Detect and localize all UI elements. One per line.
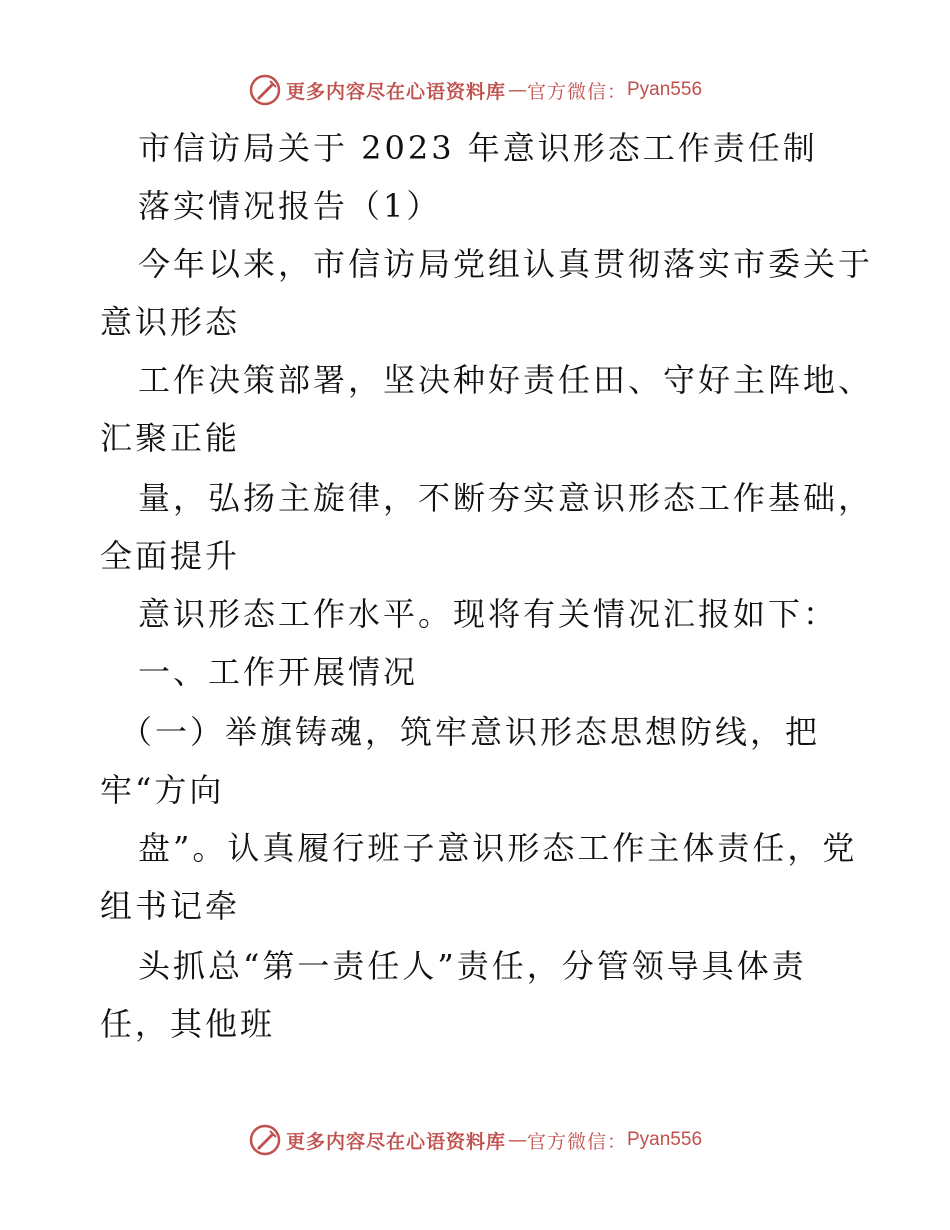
quill-logo-icon (248, 1123, 282, 1157)
paragraph-line: 汇聚正能 (100, 419, 241, 457)
watermark-wechat-id: Pyan556 (627, 1129, 703, 1150)
footer-watermark (0, 1120, 950, 1160)
paragraph-line: 盘”。认真履行班子意识形态工作主体责任，党 (138, 829, 858, 867)
watermark-dash: — (507, 1129, 525, 1151)
watermark-wechat-label: 官方微信： (526, 1130, 627, 1153)
watermark-dash: — (507, 79, 525, 101)
paragraph-line: 组书记牵 (100, 887, 241, 925)
subsection-heading: （一）举旗铸魂，筑牢意识形态思想防线，把 (120, 713, 821, 751)
watermark-site-text: 更多内容尽在心语资料库 (285, 80, 506, 103)
document-title-line-2: 落实情况报告（1） (138, 187, 442, 225)
paragraph-line: 今年以来，市信访局党组认真贯彻落实市委关于 (138, 245, 874, 283)
paragraph-line: 工作决策部署，坚决种好责任田、守好主阵地、 (138, 361, 874, 399)
section-heading: 一、工作开展情况 (138, 653, 419, 691)
paragraph-line: 量，弘扬主旋律，不断夯实意识形态工作基础， (138, 479, 874, 517)
watermark-site-text: 更多内容尽在心语资料库 (285, 1130, 506, 1153)
paragraph-line: 全面提升 (100, 537, 241, 575)
document-title-line-1: 市信访局关于 2023 年意识形态工作责任制 (138, 129, 818, 167)
paragraph-line: 意识形态工作水平。现将有关情况汇报如下： (138, 595, 839, 633)
paragraph-line: 头抓总“第一责任人”责任，分管领导具体责 (138, 947, 807, 985)
watermark-wechat-label: 官方微信： (526, 80, 627, 103)
paragraph-line: 牢“方向 (100, 771, 225, 809)
watermark-wechat-id: Pyan556 (627, 79, 703, 100)
paragraph-line: 意识形态 (100, 303, 241, 341)
paragraph-line: 任，其他班 (100, 1005, 276, 1043)
